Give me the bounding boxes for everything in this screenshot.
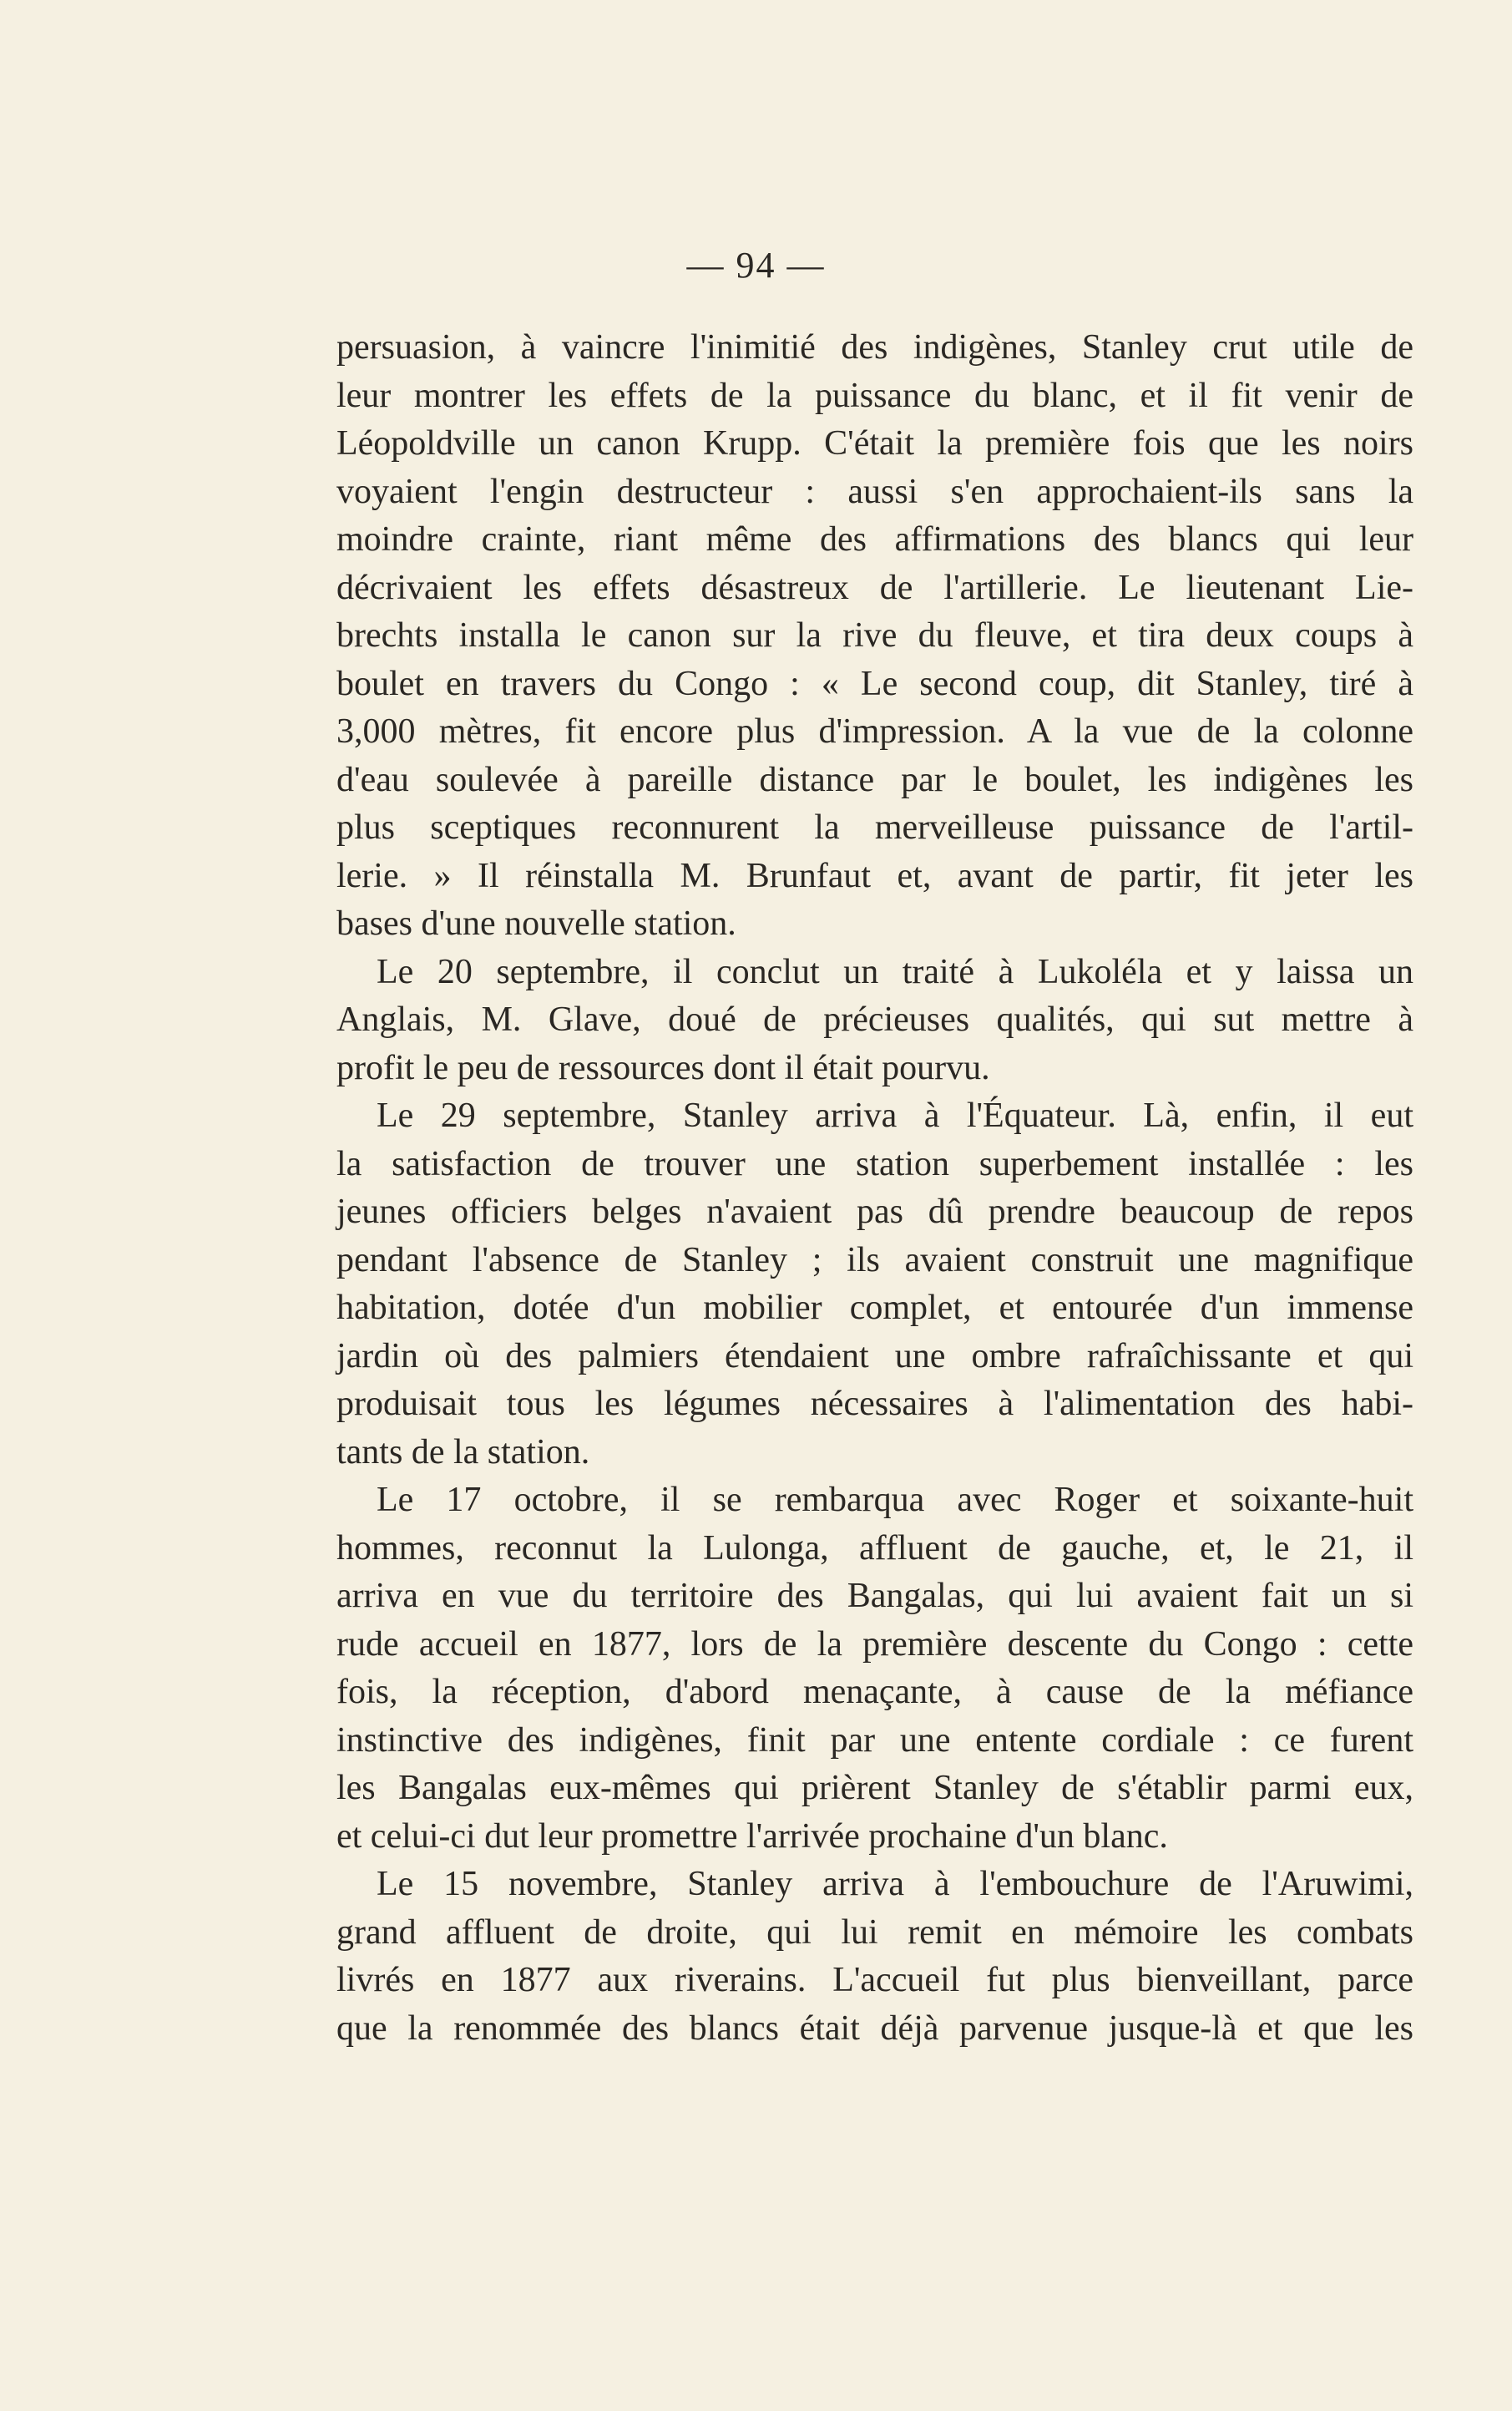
text-line: rude accueil en 1877, lors de la première descente du Congo : cette xyxy=(336,1624,1413,1664)
text-line: la satisfaction de trouver une station superbement installée : les xyxy=(336,1144,1413,1183)
text-line: lerie. » Il réinstalla M. Brunfaut et, avant de partir, fit jeter les xyxy=(336,856,1413,895)
text-line: Le 20 septembre, il conclut un traité à Lukoléla et y laissa un xyxy=(377,952,1413,991)
body-text xyxy=(336,324,1413,2053)
text-line: boulet en travers du Congo : « Le second coup, dit Stanley, tiré à xyxy=(336,664,1413,703)
page-number: — 94 — xyxy=(686,245,826,286)
text-line: jardin où des palmiers étendaient une ombre rafraîchissante et qui xyxy=(336,1336,1413,1375)
text-line: voyaient l'engin destructeur : aussi s'en approchaient-ils sans la xyxy=(336,472,1413,511)
text-line: profit le peu de ressources dont il était pourvu. xyxy=(336,1048,990,1087)
text-line: Le 17 octobre, il se rembarqua avec Roger et soixante-huit xyxy=(377,1481,1413,1519)
text-line: pendant l'absence de Stanley ; ils avaient construit une magnifique xyxy=(336,1240,1413,1279)
paragraph xyxy=(336,324,1413,949)
text-line: produisait tous les légumes nécessaires à l'alimentation des habi- xyxy=(336,1385,1413,1423)
text-line: moindre crainte, riant même des affirmations des blancs qui leur xyxy=(336,520,1413,559)
text-line: arriva en vue du territoire des Bangalas, qui lui avaient fait un si xyxy=(336,1577,1413,1615)
text-line: livrés en 1877 aux riverains. L'accueil fut plus bienveillant, parce xyxy=(336,1961,1413,1999)
paragraph xyxy=(336,1476,1413,1861)
text-line: grand affluent de droite, qui lui remit en mémoire les combats xyxy=(336,1912,1413,1952)
text-line: jeunes officiers belges n'avaient pas dû prendre beaucoup de repos xyxy=(336,1193,1413,1231)
text-line: Léopoldville un canon Krupp. C'était la première fois que les noirs xyxy=(336,424,1413,463)
text-line: Anglais, M. Glave, doué de précieuses qualités, qui sut mettre à xyxy=(336,1000,1413,1039)
text-line: habitation, dotée d'un mobilier complet, et entourée d'un immense xyxy=(336,1289,1413,1327)
text-line: Le 15 novembre, Stanley arriva à l'embouchure de l'Aruwimi, xyxy=(377,1865,1413,1903)
text-line: 3,000 mètres, fit encore plus d'impression. A la vue de la colonne xyxy=(336,712,1413,751)
text-line: hommes, reconnut la Lulonga, affluent de gauche, et, le 21, il xyxy=(336,1528,1413,1568)
text-line: décrivaient les effets désastreux de l'artillerie. Le lieutenant Lie- xyxy=(336,568,1413,607)
text-line: tants de la station. xyxy=(336,1432,590,1471)
paragraph xyxy=(336,949,1413,1093)
text-line: Le 29 septembre, Stanley arriva à l'Équateur. Là, enfin, il eut xyxy=(377,1097,1413,1135)
text-line: plus sceptiques reconnurent la merveilleuse puissance de l'artil- xyxy=(336,808,1413,847)
text-line: brechts installa le canon sur la rive du fleuve, et tira deux coups à xyxy=(336,616,1413,655)
text-line: d'eau soulevée à pareille distance par le boulet, les indigènes les xyxy=(336,760,1413,799)
text-line: et celui-ci dut leur promettre l'arrivée prochaine d'un blanc. xyxy=(336,1816,1168,1856)
text-line: persuasion, à vaincre l'inimitié des indigènes, Stanley crut utile de xyxy=(336,328,1413,367)
text-line: instinctive des indigènes, finit par une entente cordiale : ce furent xyxy=(336,1720,1413,1760)
text-line: bases d'une nouvelle station. xyxy=(336,904,736,943)
text-line: leur montrer les effets de la puissance du blanc, et il fit venir de xyxy=(336,376,1413,415)
paragraph xyxy=(336,1092,1413,1476)
text-line: que la renommée des blancs était déjà parvenue jusque-là et que les xyxy=(336,2008,1413,2048)
paragraph xyxy=(336,1861,1413,2053)
text-line: fois, la réception, d'abord menaçante, à cause de la méfiance xyxy=(336,1673,1413,1711)
text-line: les Bangalas eux-mêmes qui prièrent Stanley de s'établir parmi eux, xyxy=(336,1769,1413,1807)
